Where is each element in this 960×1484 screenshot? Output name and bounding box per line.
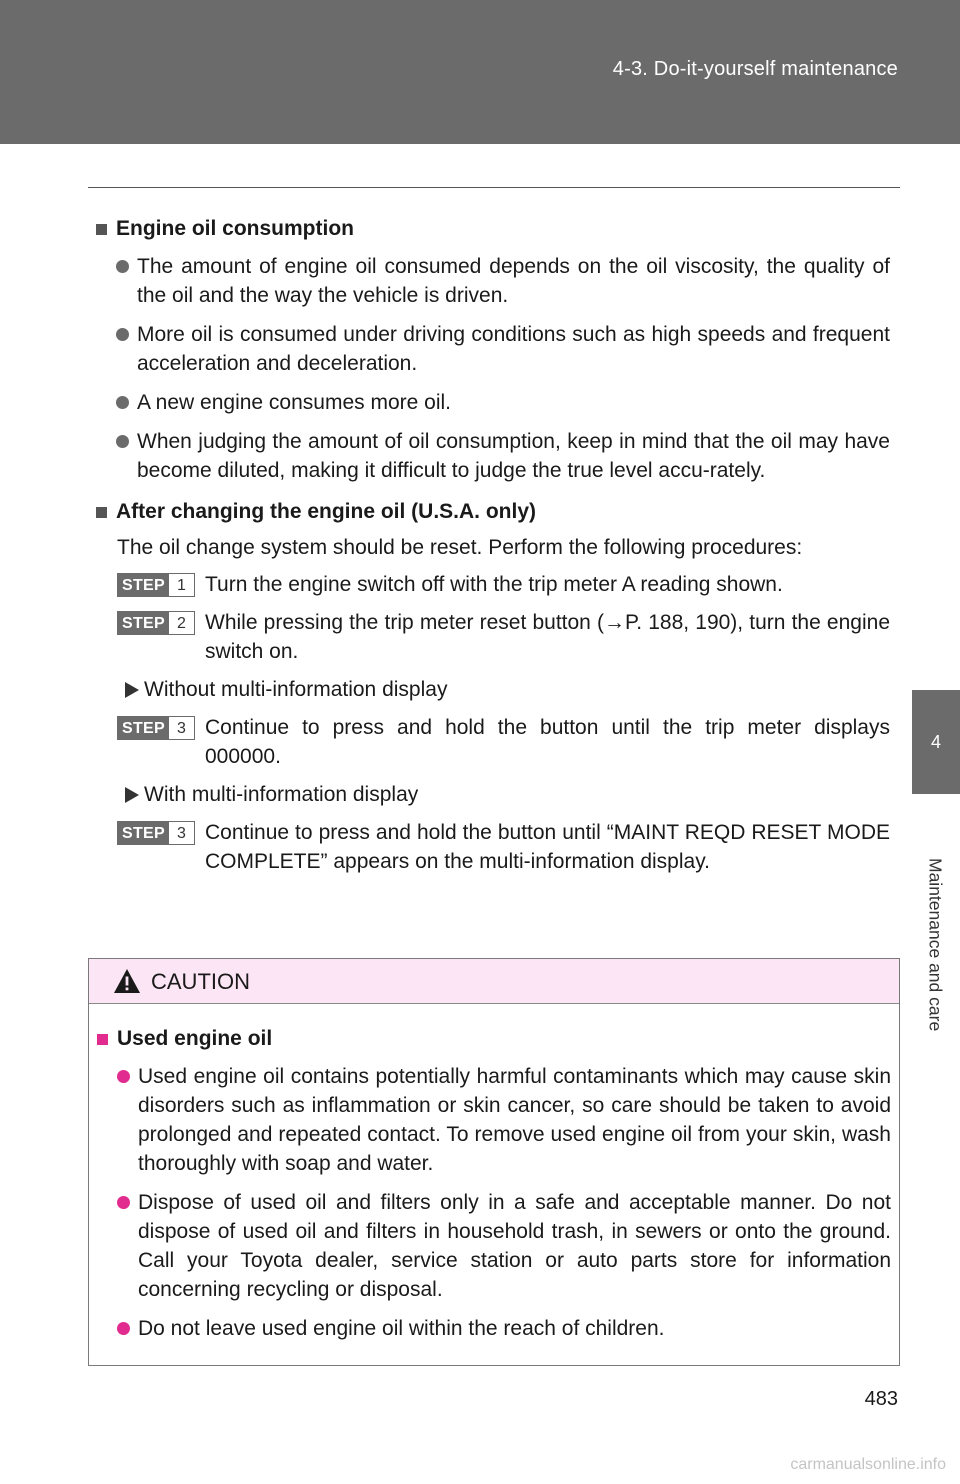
caution-box <box>88 958 900 1366</box>
square-bullet-icon <box>97 1034 108 1045</box>
main-content <box>96 212 890 885</box>
watermark: carmanualsonline.info <box>790 1456 946 1473</box>
after-change-heading: After changing the engine oil (U.S.A. only) <box>96 495 890 529</box>
list-item: The amount of engine oil consumed depends on the oil viscosity, the quality of the oil and the way the vehicle is driven. <box>96 252 890 310</box>
list-item: More oil is consumed under driving conditions such as high speeds and frequent acceleration and deceleration. <box>96 320 890 378</box>
step-3-with-display: STEP 3 Continue to press and hold the button until “MAINT REQD RESET MODE COMPLETE” appears on the multi-information display. <box>96 818 890 876</box>
variant-with-display: With multi-information display <box>96 780 890 809</box>
round-bullet-icon <box>116 396 129 409</box>
list-item: When judging the amount of oil consumption, keep in mind that the oil may have become diluted, making it difficult to judge the true level accu-rately. <box>96 427 890 485</box>
step-badge: STEP 1 <box>117 573 195 597</box>
list-item: A new engine consumes more oil. <box>96 388 890 417</box>
chapter-tab: 4 <box>912 690 960 794</box>
step-3-without-display: STEP 3 Continue to press and hold the button until the trip meter displays 000000. <box>96 713 890 771</box>
consumption-heading: Engine oil consumption <box>96 212 890 246</box>
variant-without-display: Without multi-information display <box>96 675 890 704</box>
list-item: Do not leave used engine oil within the reach of children. <box>97 1314 891 1343</box>
page-header <box>0 0 960 144</box>
section-title: 4-3. Do-it-yourself maintenance <box>612 58 898 80</box>
page-number: 483 <box>864 1388 898 1410</box>
round-bullet-icon <box>116 328 129 341</box>
square-bullet-icon <box>96 507 107 518</box>
step-badge: STEP 3 <box>117 716 195 740</box>
step-badge: STEP 3 <box>117 821 195 845</box>
triangle-pointer-icon <box>125 682 139 698</box>
step-badge: STEP 2 <box>117 611 195 635</box>
caution-title: CAUTION <box>151 969 250 994</box>
caution-header <box>89 959 899 1004</box>
round-bullet-icon <box>116 260 129 273</box>
chapter-label: Maintenance and care <box>925 858 946 1032</box>
round-bullet-icon <box>117 1070 130 1083</box>
step-2: STEP 2 While pressing the trip meter reset button (→P. 188, 190), turn the engine switch on. <box>96 608 890 666</box>
square-bullet-icon <box>96 224 107 235</box>
list-item: Dispose of used oil and filters only in a safe and acceptable manner. Do not dispose of used oil and filters in household trash, in sewers or onto the ground. Call your Toyota dealer, service station or auto parts store for information concerning recycling or disposal. <box>97 1188 891 1304</box>
procedure-intro: The oil change system should be reset. Perform the following procedures: <box>117 536 803 559</box>
round-bullet-icon <box>117 1322 130 1335</box>
warning-triangle-icon <box>113 968 141 994</box>
triangle-pointer-icon <box>125 787 139 803</box>
list-item: Used engine oil contains potentially harmful contaminants which may cause skin disorders such as inflammation or skin cancer, so care should be taken to avoid prolonged and repeated contact. To remove used engine oil from your skin, wash thoroughly with soap and water. <box>97 1062 891 1178</box>
caution-heading: Used engine oil <box>97 1022 891 1056</box>
round-bullet-icon <box>117 1196 130 1209</box>
caution-body <box>89 1004 899 1343</box>
round-bullet-icon <box>116 435 129 448</box>
step-1: STEP 1 Turn the engine switch off with the trip meter A reading shown. <box>96 570 890 599</box>
top-divider <box>88 187 900 188</box>
